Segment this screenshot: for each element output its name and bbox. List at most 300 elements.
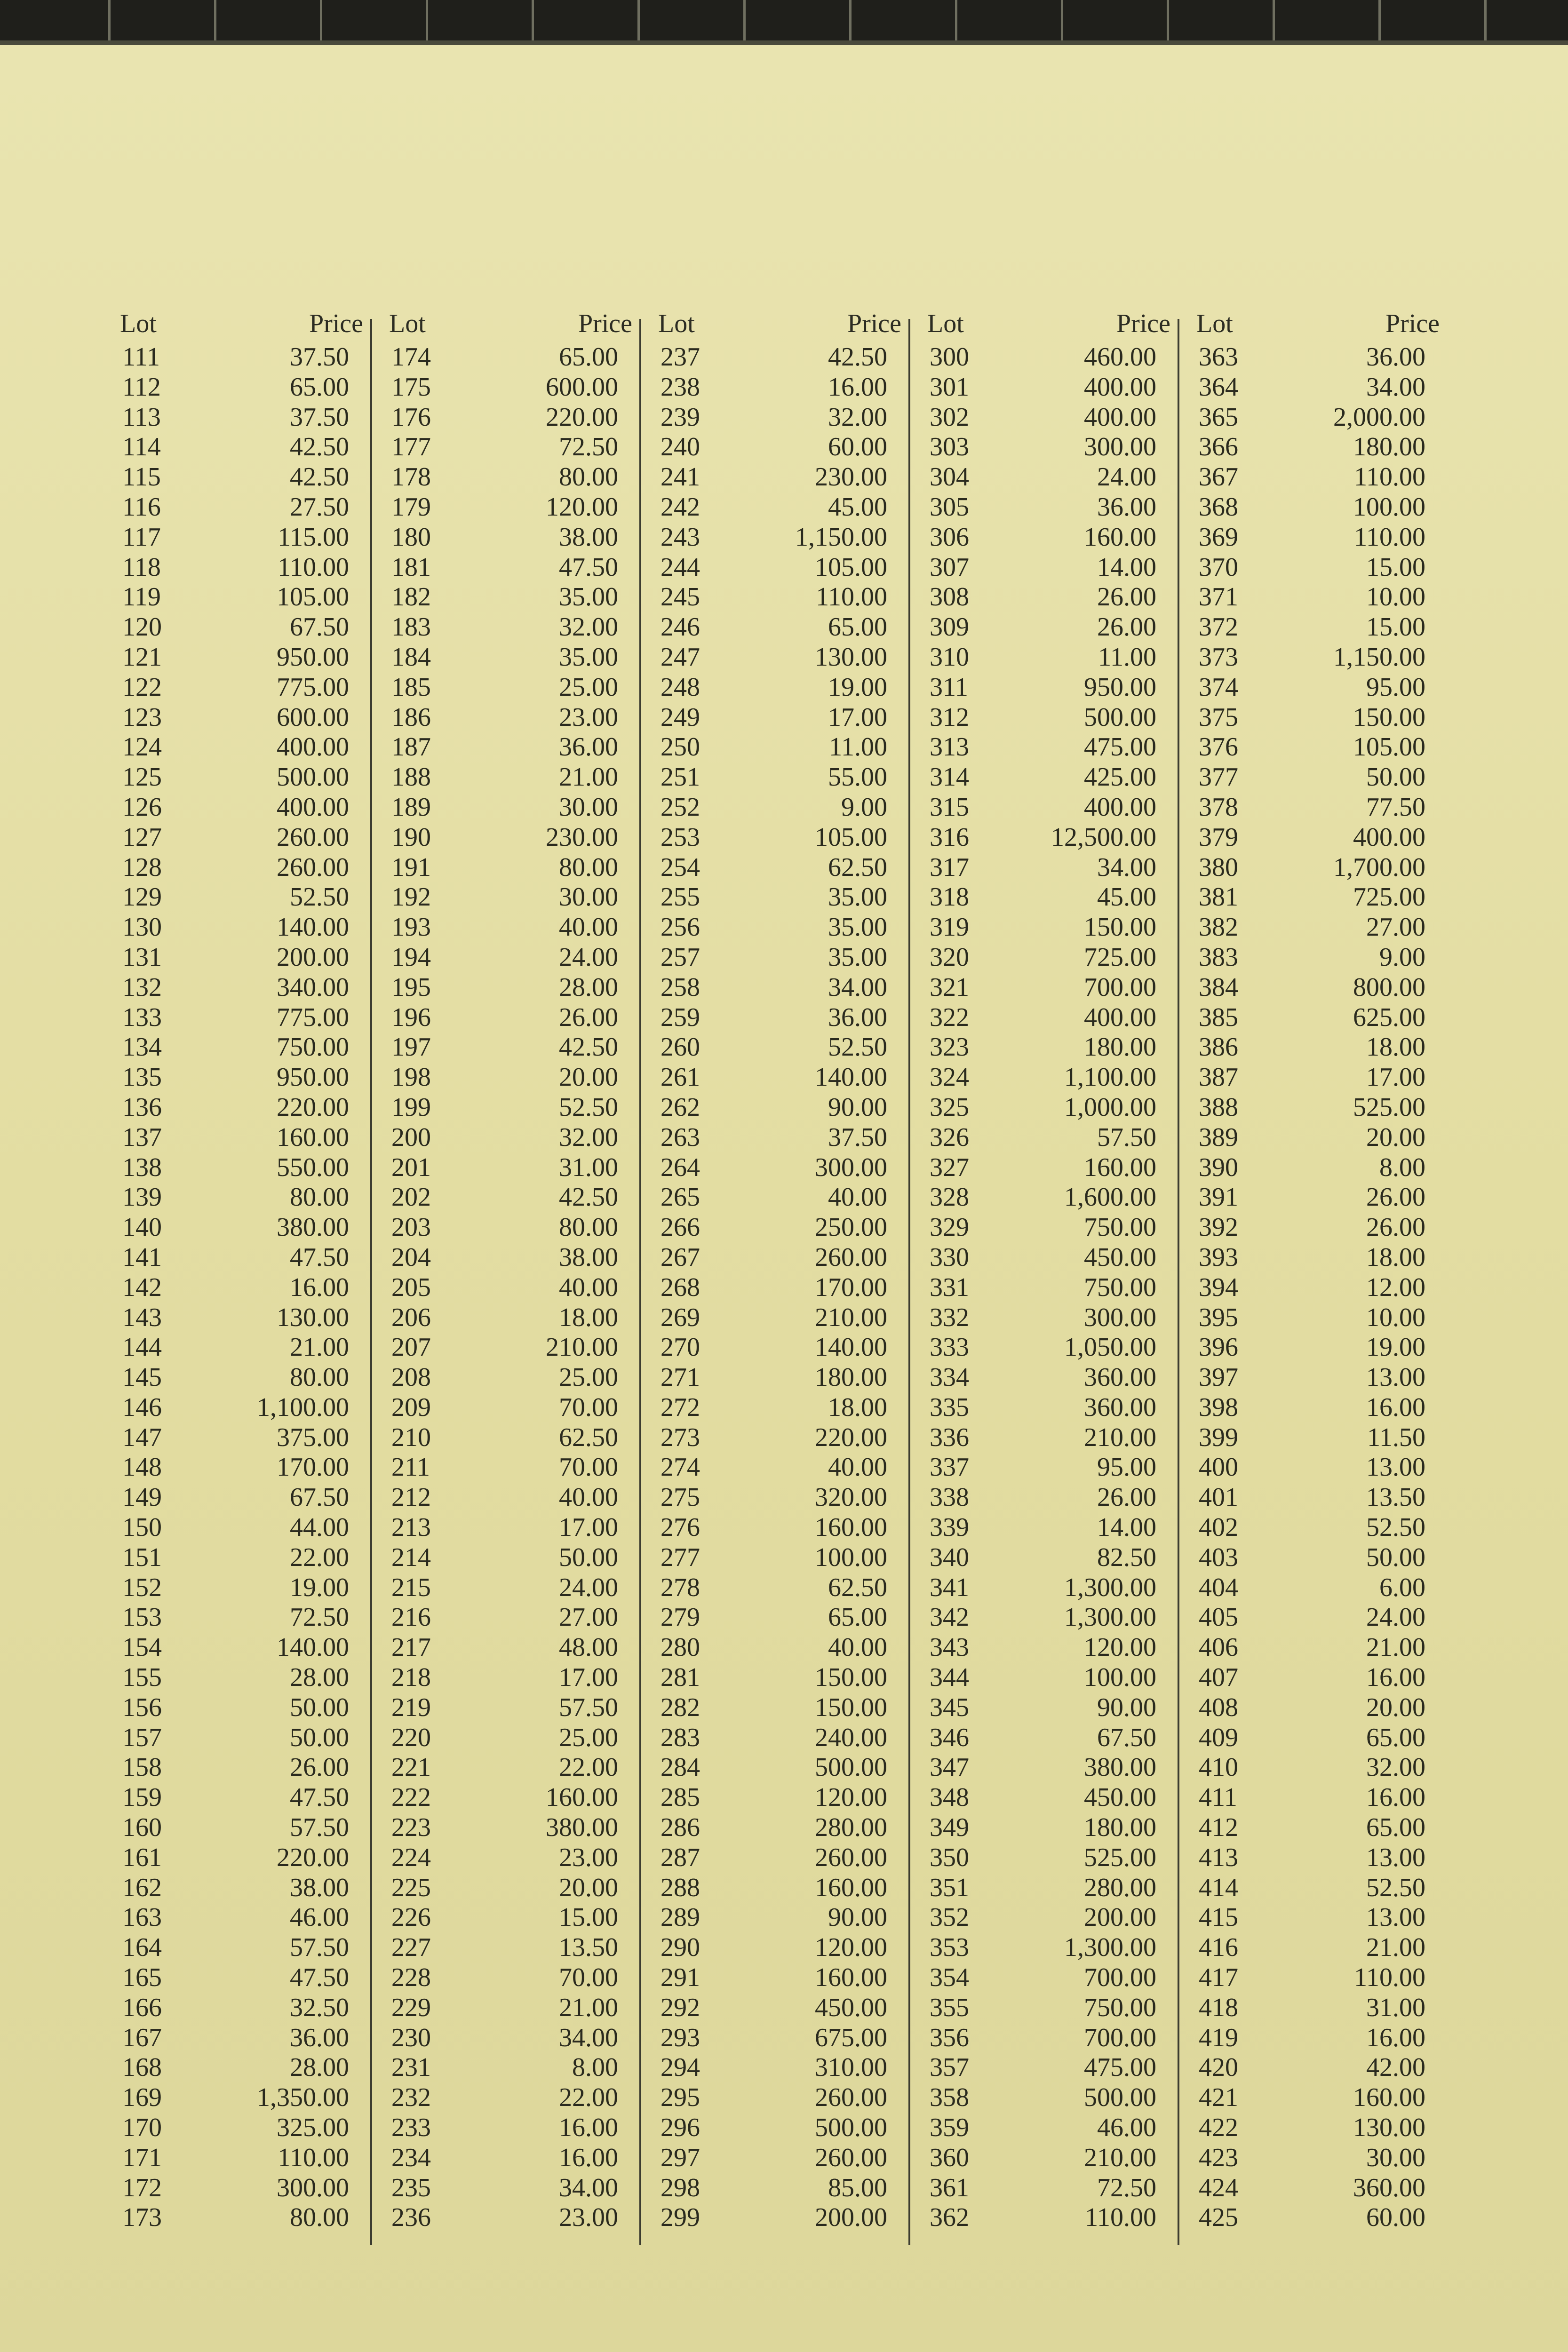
lot-price: 300.00 [1084,432,1156,462]
table-row [923,432,1178,462]
lot-number: 387 [1199,1063,1238,1092]
lot-price: 24.00 [559,1573,618,1602]
lot-number: 382 [1199,913,1238,942]
lot-number: 290 [661,1933,700,1963]
table-row [1192,1783,1447,1813]
table-row [1192,1123,1447,1153]
lot-number: 122 [122,672,162,702]
table-row [384,643,639,673]
lot-number: 172 [122,2173,162,2202]
lot-price: 95.00 [1097,1453,1156,1482]
table-row [923,673,1178,703]
lot-number: 318 [930,882,969,912]
lot-number: 262 [661,1092,700,1122]
lot-number: 369 [1199,522,1238,552]
lot-price: 180.00 [1084,1813,1156,1843]
table-row [923,1033,1178,1063]
lot-price: 26.00 [290,1753,349,1782]
lot-price: 1,300.00 [1064,1573,1156,1602]
table-row [115,1783,370,1813]
lot-number: 272 [661,1392,700,1422]
lot-number: 150 [122,1513,162,1542]
lot-number: 177 [391,432,431,462]
lot-number: 307 [930,552,969,582]
lot-price: 36.00 [1366,342,1425,372]
table-row [653,1153,908,1183]
lot-number: 194 [391,942,431,972]
lot-number: 378 [1199,792,1238,822]
lot-number: 312 [930,702,969,732]
lot-number: 160 [122,1813,162,1843]
lot-price: 28.00 [559,972,618,1002]
lot-price: 380.00 [277,1213,349,1242]
lot-price: 19.00 [1366,1333,1425,1362]
table-row [653,2053,908,2083]
table-row [653,1333,908,1363]
lot-number: 251 [661,763,700,792]
lot-number: 220 [391,1723,431,1752]
lot-price: 36.00 [290,2023,349,2052]
lot-price: 26.00 [1097,612,1156,642]
lot-price: 16.00 [1366,2023,1425,2052]
lot-price: 70.00 [559,1963,618,1993]
table-row [653,523,908,553]
lot-price: 800.00 [1353,972,1425,1002]
lot-number: 201 [391,1152,431,1182]
table-row [1192,643,1447,673]
lot-number: 230 [391,2023,431,2052]
lot-price: 50.00 [290,1723,349,1752]
lot-price: 18.00 [559,1303,618,1332]
table-row [115,823,370,853]
lot-price: 13.50 [1366,1483,1425,1512]
lot-price: 35.00 [828,942,887,972]
lot-price: 550.00 [277,1152,349,1182]
table-row [1192,1003,1447,1033]
lot-price: 26.00 [1097,582,1156,612]
table-row [653,2173,908,2203]
column-group [923,305,1192,2245]
lot-price: 80.00 [559,1213,618,1242]
lot-number: 146 [122,1392,162,1422]
lot-price: 17.00 [1366,1063,1425,1092]
lot-number: 412 [1199,1813,1238,1843]
price-header: Price [578,309,632,338]
lot-price: 20.00 [1366,1692,1425,1722]
table-row [1192,2083,1447,2113]
lot-number: 117 [122,522,161,552]
lot-price: 260.00 [815,1843,887,1872]
lot-price: 160.00 [815,1513,887,1542]
lot-price: 725.00 [1353,882,1425,912]
table-row [1192,673,1447,703]
lot-number: 326 [930,1122,969,1152]
lot-number: 385 [1199,1002,1238,1032]
table-row [115,1453,370,1483]
lot-number: 175 [391,372,431,402]
lot-number: 401 [1199,1483,1238,1512]
table-row [923,1723,1178,1753]
lot-price: 25.00 [559,1363,618,1392]
lot-number: 186 [391,702,431,732]
lot-price: 1,000.00 [1064,1092,1156,1122]
lot-number: 375 [1199,702,1238,732]
lot-price: 16.00 [559,2113,618,2143]
lot-price: 160.00 [1084,522,1156,552]
lot-price: 105.00 [277,582,349,612]
lot-price: 110.00 [1354,462,1425,492]
lot-price: 180.00 [1084,1033,1156,1062]
table-row [653,673,908,703]
table-row [115,1333,370,1363]
lot-number: 392 [1199,1213,1238,1242]
table-row [384,2173,639,2203]
table-row [1192,1183,1447,1213]
lot-number: 337 [930,1453,969,1482]
table-row [384,1483,639,1513]
lot-price: 18.00 [1366,1242,1425,1272]
table-row [1192,1873,1447,1903]
table-row [384,823,639,853]
lot-number: 415 [1199,1903,1238,1932]
lot-number: 118 [122,552,161,582]
lot-number: 327 [930,1152,969,1182]
lot-number: 282 [661,1692,700,1722]
table-row [384,2053,639,2083]
rows-container [384,342,639,2233]
table-row [384,1123,639,1153]
table-row [115,1033,370,1063]
table-row [384,1873,639,1903]
lot-price: 22.00 [290,1542,349,1572]
lot-number: 180 [391,522,431,552]
lot-number: 340 [930,1542,969,1572]
lot-price: 220.00 [277,1092,349,1122]
table-row [384,2203,639,2233]
table-row [923,1243,1178,1273]
lot-price: 200.00 [277,942,349,972]
lot-price: 110.00 [278,2143,349,2172]
lot-price: 70.00 [559,1392,618,1422]
lot-price: 380.00 [546,1813,618,1843]
lot-price: 60.00 [1366,2203,1425,2233]
table-row [923,943,1178,973]
table-row [384,432,639,462]
lot-number: 243 [661,522,700,552]
lot-number: 115 [122,462,161,492]
table-row [923,2083,1178,2113]
table-row [115,943,370,973]
table-row [384,1033,639,1063]
lot-number: 373 [1199,642,1238,672]
table-row [384,523,639,553]
table-row [653,1513,908,1543]
lot-number: 193 [391,913,431,942]
table-row [653,1993,908,2023]
lot-price: 16.00 [290,1272,349,1302]
lot-number: 185 [391,672,431,702]
strip-mark [1484,0,1487,45]
lot-number: 300 [930,342,969,372]
table-row [653,1183,908,1213]
table-row [653,1903,908,1933]
lot-price: 24.00 [1097,462,1156,492]
lot-number: 280 [661,1633,700,1662]
lot-price: 500.00 [1084,702,1156,732]
lot-price: 150.00 [815,1692,887,1722]
table-row [115,1603,370,1633]
table-row [384,1273,639,1303]
lot-number: 315 [930,792,969,822]
lot-number: 413 [1199,1843,1238,1872]
lot-number: 371 [1199,582,1238,612]
lot-price: 10.00 [1366,582,1425,612]
lot-number: 129 [122,882,162,912]
table-row [923,493,1178,523]
lot-price: 200.00 [1084,1903,1156,1932]
lot-price: 110.00 [1354,1963,1425,1993]
table-row [1192,1543,1447,1573]
lot-price: 180.00 [815,1363,887,1392]
lot-price: 160.00 [1084,1152,1156,1182]
lot-price: 11.00 [829,732,887,762]
table-row [384,1783,639,1813]
lot-number: 112 [122,372,161,402]
lot-number: 379 [1199,822,1238,852]
lot-price: 210.00 [1084,1422,1156,1452]
table-row [1192,2203,1447,2233]
lot-number: 166 [122,1993,162,2022]
lot-number: 273 [661,1422,700,1452]
lot-price: 46.00 [290,1903,349,1932]
lot-price: 1,600.00 [1064,1183,1156,1212]
table-row [653,793,908,823]
lot-price: 57.50 [1097,1122,1156,1152]
lot-price: 500.00 [277,763,349,792]
lot-number: 343 [930,1633,969,1662]
lot-number: 131 [122,942,162,972]
lot-number: 341 [930,1573,969,1602]
lot-number: 124 [122,732,162,762]
lot-price: 14.00 [1097,1513,1156,1542]
lot-price: 115.00 [278,522,349,552]
table-row [115,1273,370,1303]
lot-number: 365 [1199,402,1238,432]
lot-number: 145 [122,1363,162,1392]
table-row [653,493,908,523]
table-row [923,2203,1178,2233]
lot-number: 212 [391,1483,431,1512]
lot-number: 287 [661,1843,700,1872]
lot-number: 407 [1199,1663,1238,1692]
table-row [115,553,370,583]
lot-price: 1,100.00 [257,1392,349,1422]
table-row [1192,493,1447,523]
lot-number: 245 [661,582,700,612]
lot-number: 147 [122,1422,162,1452]
lot-price: 57.50 [559,1692,618,1722]
lot-number: 328 [930,1183,969,1212]
table-row [384,943,639,973]
table-row [1192,1423,1447,1453]
table-row [384,1933,639,1963]
table-row [653,2143,908,2173]
lot-number: 330 [930,1242,969,1272]
lot-price: 475.00 [1084,732,1156,762]
lot-number: 362 [930,2203,969,2233]
lot-number: 418 [1199,1993,1238,2022]
table-row [384,493,639,523]
lot-price: 300.00 [1084,1303,1156,1332]
lot-price: 260.00 [815,1242,887,1272]
table-row [384,1243,639,1273]
lot-price: 42.50 [290,462,349,492]
lot-number: 183 [391,612,431,642]
lot-price: 27.00 [559,1603,618,1632]
lot-number: 192 [391,882,431,912]
lot-price: 95.00 [1366,672,1425,702]
lot-price: 450.00 [1084,1783,1156,1812]
lot-number: 367 [1199,462,1238,492]
lot-price: 80.00 [290,1183,349,1212]
table-row [1192,612,1447,643]
lot-price: 130.00 [815,642,887,672]
lot-number: 342 [930,1603,969,1632]
lot-number: 399 [1199,1422,1238,1452]
rows-container [923,342,1178,2233]
table-row [115,1843,370,1873]
lot-number: 267 [661,1242,700,1272]
lot-number: 331 [930,1272,969,1302]
lot-number: 258 [661,972,700,1002]
lot-price: 400.00 [1084,372,1156,402]
table-row [923,1843,1178,1873]
lot-number: 214 [391,1542,431,1572]
table-row [653,1723,908,1753]
lot-number: 165 [122,1963,162,1993]
lot-number: 363 [1199,342,1238,372]
lot-number: 157 [122,1723,162,1752]
lot-price: 40.00 [559,1483,618,1512]
lot-number: 295 [661,2083,700,2113]
strip-mark [532,0,534,45]
lot-number: 121 [122,642,162,672]
table-row [384,1813,639,1843]
table-row [1192,1813,1447,1843]
table-row [115,1873,370,1903]
lot-number: 142 [122,1272,162,1302]
lot-price: 120.00 [815,1933,887,1963]
lot-price: 50.00 [290,1692,349,1722]
lot-price: 1,150.00 [1333,642,1425,672]
table-row [653,1843,908,1873]
lot-price: 42.50 [559,1033,618,1062]
table-row [115,673,370,703]
table-row [115,2023,370,2053]
table-row [923,612,1178,643]
lot-number: 156 [122,1692,162,1722]
table-row [1192,732,1447,763]
table-row [1192,2053,1447,2083]
table-row [653,1933,908,1963]
lot-price: 340.00 [277,972,349,1002]
lot-price: 2,000.00 [1333,402,1425,432]
table-row [115,403,370,433]
lot-price: 23.00 [559,2203,618,2233]
lot-price: 90.00 [828,1903,887,1932]
lot-price: 460.00 [1084,342,1156,372]
table-row [1192,1933,1447,1963]
table-row [923,1183,1178,1213]
lot-number: 128 [122,852,162,882]
lot-price: 25.00 [559,672,618,702]
table-row [115,1003,370,1033]
lot-number: 344 [930,1663,969,1692]
lot-price: 40.00 [828,1633,887,1662]
table-row [923,1543,1178,1573]
lot-number: 182 [391,582,431,612]
lot-price: 400.00 [1084,1002,1156,1032]
lot-number: 398 [1199,1392,1238,1422]
lot-price: 21.00 [559,1993,618,2022]
lot-price: 50.00 [1366,1542,1425,1572]
lot-price: 47.50 [290,1242,349,1272]
lot-price: 110.00 [1354,522,1425,552]
table-row [1192,1663,1447,1693]
table-row [115,2083,370,2113]
lot-price: 48.00 [559,1633,618,1662]
lot-number: 196 [391,1002,431,1032]
lot-number: 355 [930,1993,969,2022]
table-row [923,2053,1178,2083]
lot-number: 364 [1199,372,1238,402]
lot-price: 525.00 [1084,1843,1156,1872]
lot-price: 36.00 [828,1002,887,1032]
lot-number: 269 [661,1303,700,1332]
top-strip [0,0,1568,45]
lot-number: 119 [122,582,161,612]
table-row [115,1423,370,1453]
lot-price: 67.50 [1097,1723,1156,1752]
lot-price: 32.00 [828,402,887,432]
lot-number: 325 [930,1092,969,1122]
table-row [923,1603,1178,1633]
lot-price: 30.00 [559,792,618,822]
table-row [653,1813,908,1843]
lot-number: 405 [1199,1603,1238,1632]
table-row [384,2113,639,2143]
lot-number: 383 [1199,942,1238,972]
lot-price: 65.00 [828,1603,887,1632]
lot-price: 18.00 [1366,1033,1425,1062]
lot-number: 395 [1199,1303,1238,1332]
lot-number: 233 [391,2113,431,2143]
lot-number: 346 [930,1723,969,1752]
lot-number: 256 [661,913,700,942]
lot-price: 34.00 [1097,852,1156,882]
lot-number: 400 [1199,1453,1238,1482]
table-row [923,1423,1178,1453]
lot-price: 80.00 [559,852,618,882]
table-row [653,582,908,612]
rows-container [1192,342,1447,2233]
lot-price: 26.00 [1366,1213,1425,1242]
table-row [115,1723,370,1753]
lot-price: 42.50 [828,342,887,372]
lot-price: 130.00 [277,1303,349,1332]
table-row [115,793,370,823]
table-row [115,2113,370,2143]
